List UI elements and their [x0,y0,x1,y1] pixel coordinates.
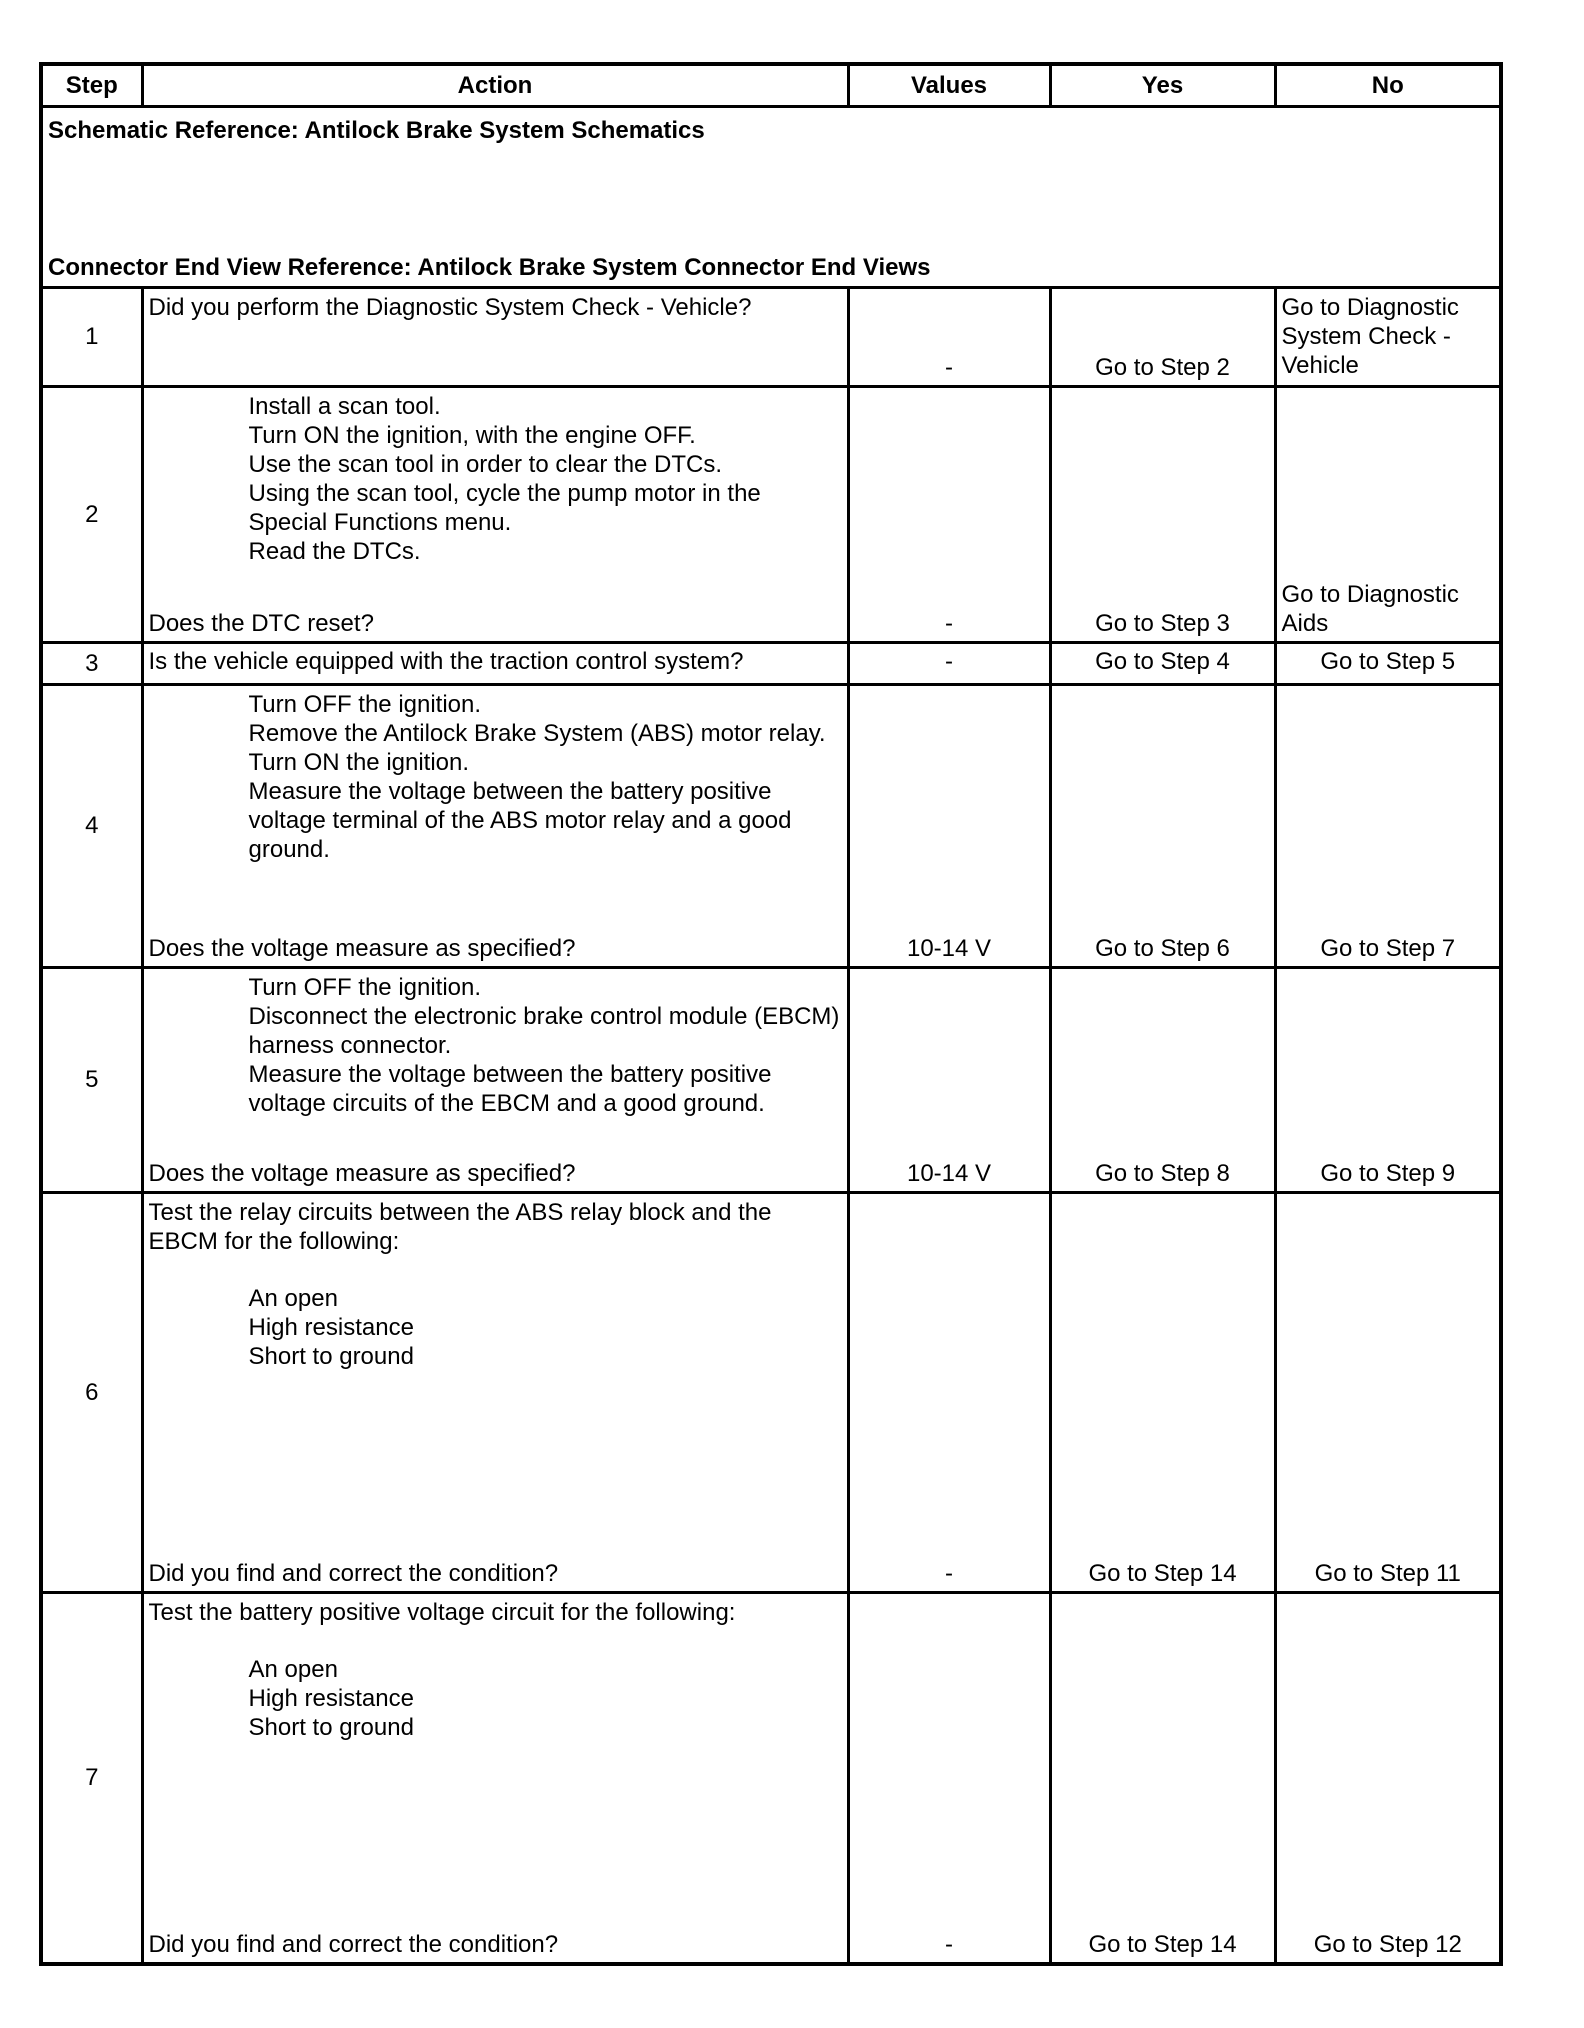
header-values: Values [848,64,1050,106]
action-steps: Turn OFF the ignition. Disconnect the electronic brake control module (EBCM) harness connector. Measure the voltage between the battery positive voltage circuits of the EBCM and a good ground. [248,973,840,1117]
table-row [41,642,1501,684]
no-cell: Go to Diagnostic System Check - Vehicle [1275,287,1501,386]
value-cell: - [848,386,1050,642]
action-cell [142,967,848,1192]
value-cell: - [848,1192,1050,1592]
question-text: Does the DTC reset? [148,609,374,637]
action-steps: Turn OFF the ignition. Remove the Antilock Brake System (ABS) motor relay. Turn ON the ignition. Measure the voltage between the battery positive voltage terminal of the ABS motor relay and a good ground. [248,690,826,863]
table-row [41,967,1501,1192]
no-cell: Go to Step 7 [1275,684,1501,967]
yes-cell: Go to Step 3 [1050,386,1275,642]
no-cell: Go to Diagnostic Aids [1275,386,1501,642]
yes-cell: Go to Step 2 [1050,287,1275,386]
action-cell [142,287,848,386]
action-cell [142,684,848,967]
header-no: No [1275,64,1501,106]
question-text: Did you find and correct the condition? [148,1559,559,1587]
value-cell: 10-14 V [848,967,1050,1192]
diagnostic-table [39,62,1503,1966]
table-row [41,287,1501,386]
yes-cell: Go to Step 4 [1050,642,1275,684]
question-text: Is the vehicle equipped with the traction control system? [148,648,744,675]
table-header [41,64,1501,106]
step-number: 5 [41,967,142,1192]
action-steps: An open High resistance Short to ground [248,1284,414,1370]
reference-row [41,106,1501,287]
yes-cell: Go to Step 14 [1050,1592,1275,1964]
step-number: 4 [41,684,142,967]
question-text: Did you perform the Diagnostic System Check - Vehicle? [148,293,752,321]
no-cell: Go to Step 9 [1275,967,1501,1192]
header-row [41,64,1501,106]
step-number: 6 [41,1192,142,1592]
table-row [41,386,1501,642]
yes-cell: Go to Step 6 [1050,684,1275,967]
step-number: 1 [41,287,142,386]
header-step: Step [41,64,142,106]
step-number: 7 [41,1592,142,1964]
no-cell: Go to Step 5 [1275,642,1501,684]
table-body [41,106,1501,1964]
table-row [41,1192,1501,1592]
action-cell [142,386,848,642]
step-number: 3 [41,642,142,684]
no-cell: Go to Step 11 [1275,1192,1501,1592]
value-cell: - [848,1592,1050,1964]
schematic-reference: Schematic Reference: Antilock Brake System Schematics [48,116,705,144]
action-cell [142,1592,848,1964]
reference-cell [41,106,1501,287]
question-text: Does the voltage measure as specified? [148,1159,576,1187]
value-cell: - [848,642,1050,684]
question-text: Did you find and correct the condition? [148,1930,559,1958]
action-steps: Install a scan tool. Turn ON the ignition, with the engine OFF. Use the scan tool in order to clear the DTCs. Using the scan tool, cycle the pump motor in the Special Functions menu. Read the DTCs. [248,392,761,565]
table-row [41,684,1501,967]
table-row [41,1592,1501,1964]
value-cell: 10-14 V [848,684,1050,967]
action-cell [142,642,848,684]
question-text: Does the voltage measure as specified? [148,934,576,962]
action-cell [142,1192,848,1592]
intro-text: Test the battery positive voltage circuit for the following: [148,1598,736,1626]
no-cell: Go to Step 12 [1275,1592,1501,1964]
intro-text: Test the relay circuits between the ABS relay block and the EBCM for the following: [148,1198,772,1255]
step-number: 2 [41,386,142,642]
value-cell: - [848,287,1050,386]
action-steps: An open High resistance Short to ground [248,1655,414,1741]
yes-cell: Go to Step 8 [1050,967,1275,1192]
header-yes: Yes [1050,64,1275,106]
connector-reference: Connector End View Reference: Antilock Brake System Connector End Views [48,253,931,281]
header-action: Action [142,64,848,106]
yes-cell: Go to Step 14 [1050,1192,1275,1592]
